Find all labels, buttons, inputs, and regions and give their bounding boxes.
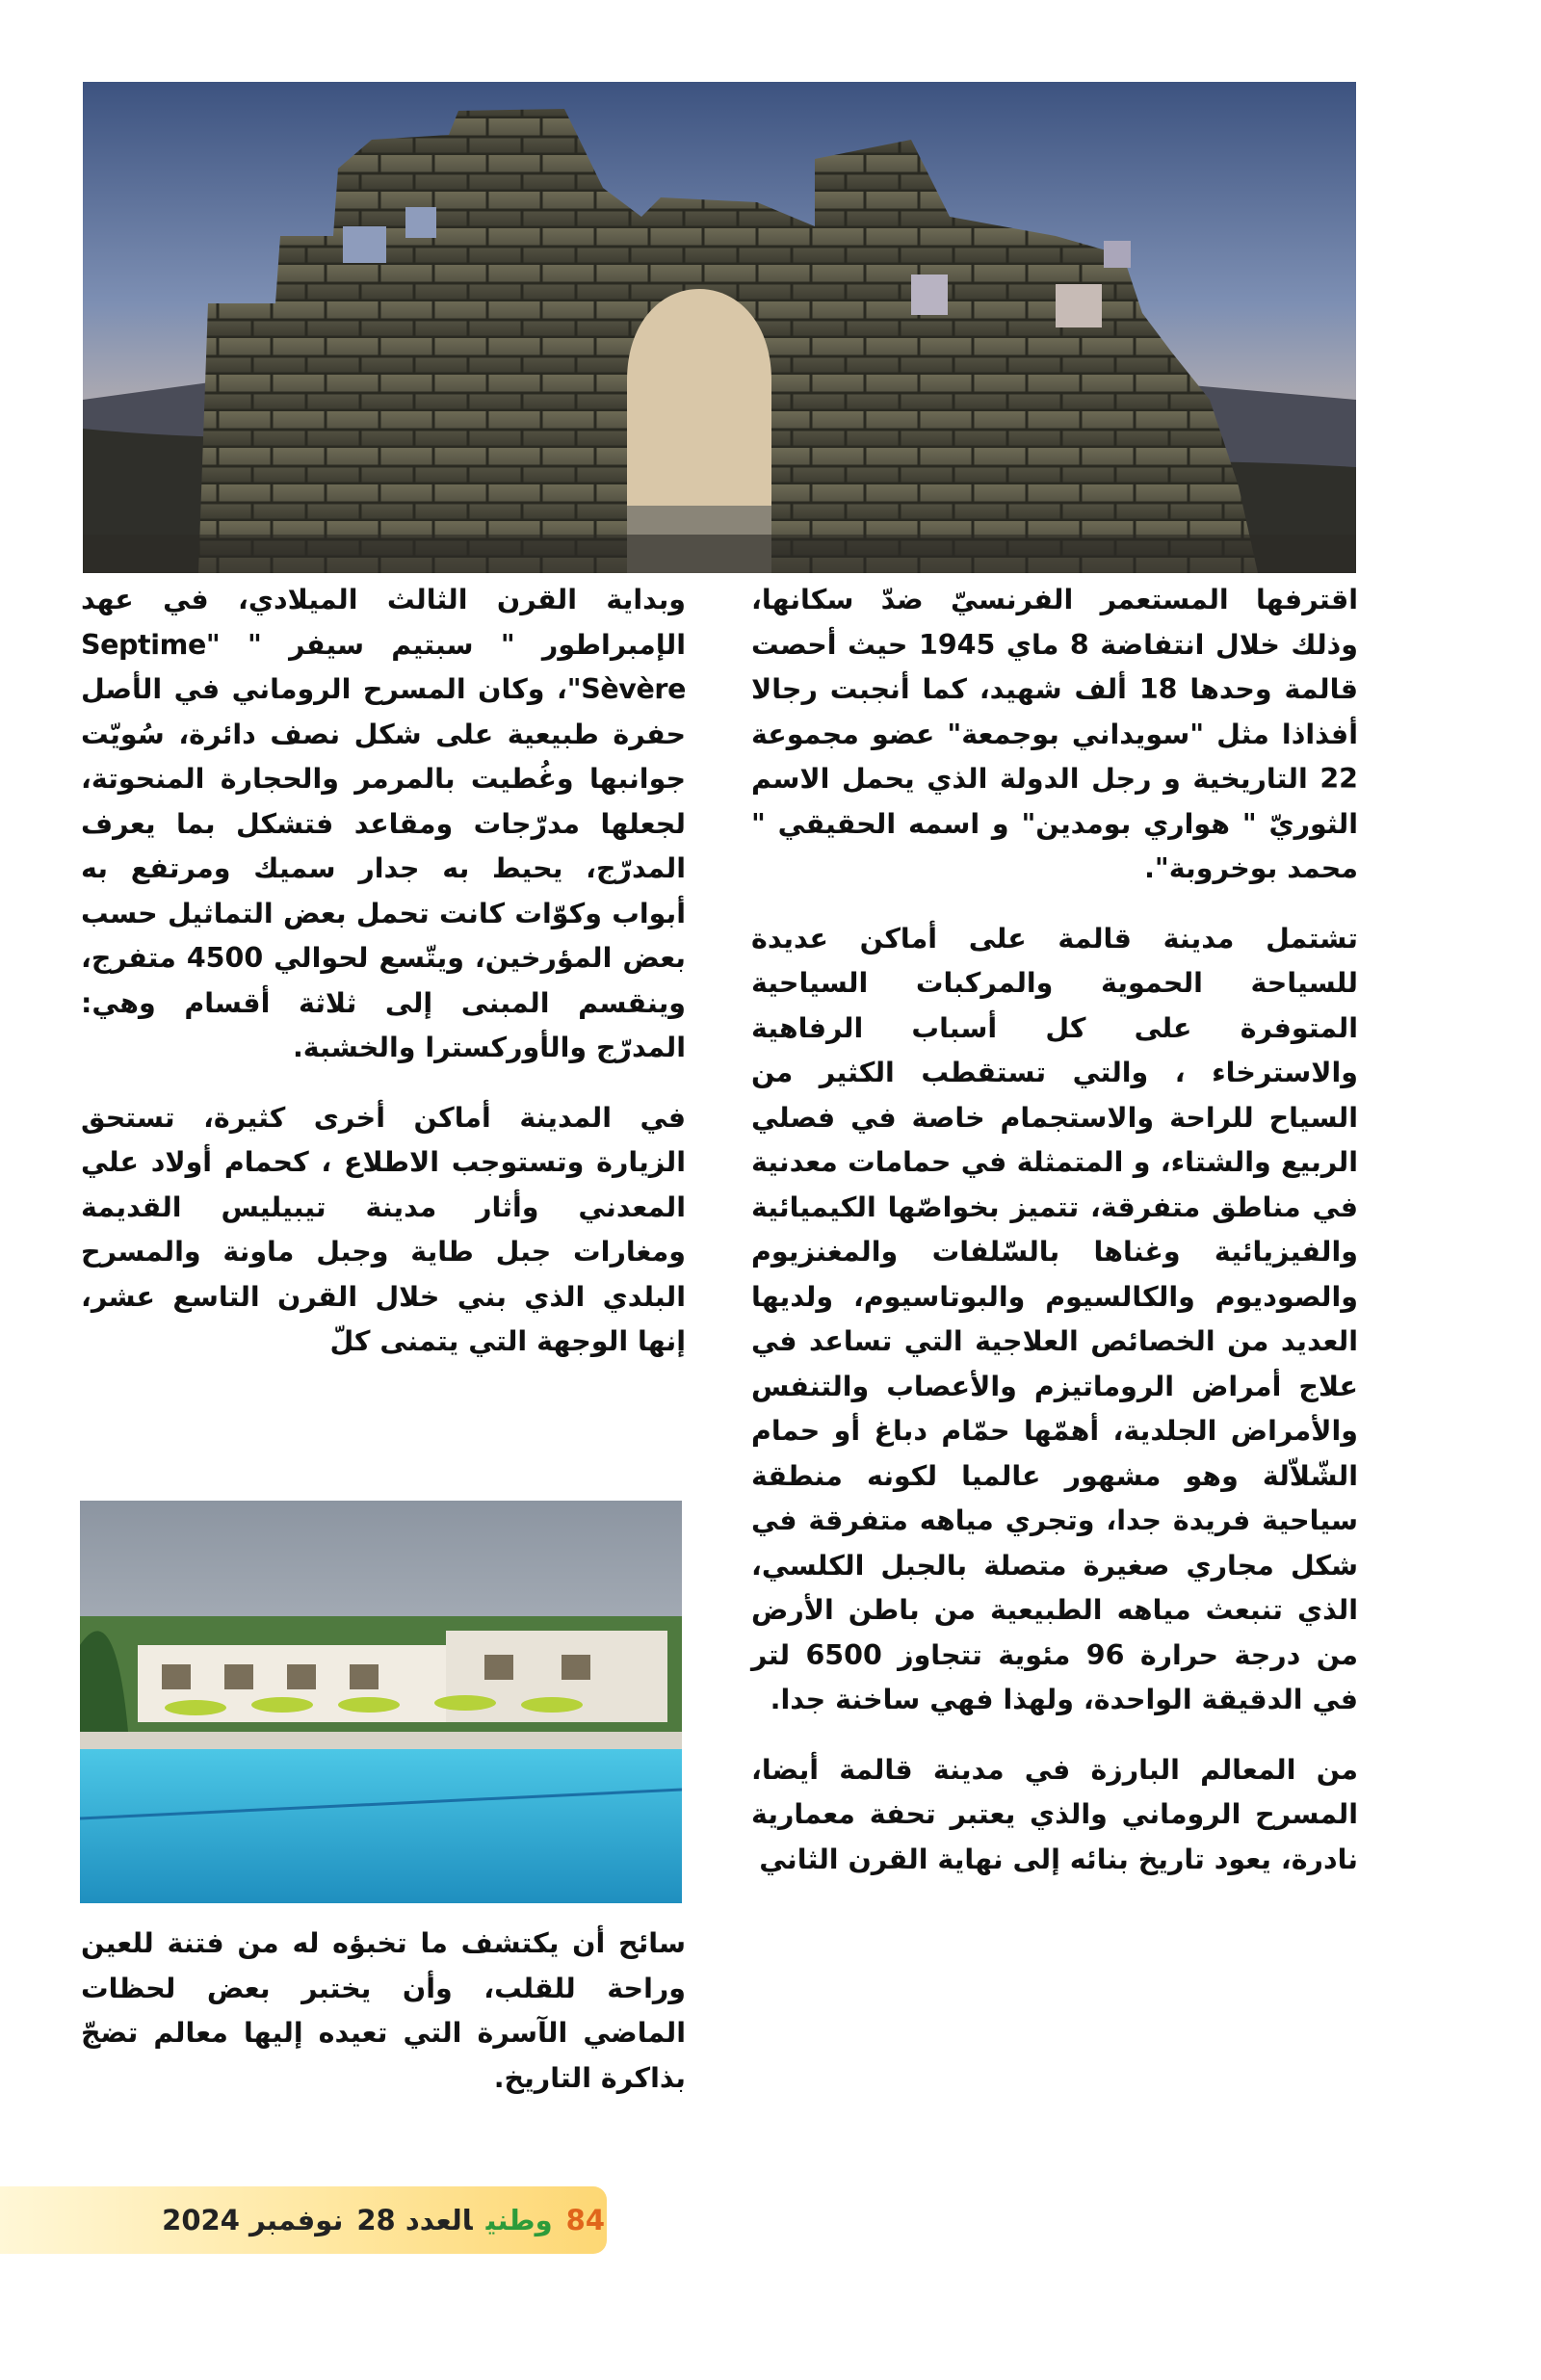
issue-date: نوفمبر 2024 — [162, 2204, 344, 2236]
paragraph: من المعالم البارزة في مدينة قالمة أيضا، المسرح الروماني والذي يعتبر تحفة معمارية نادرة، يعود تاريخ بنائه إلى نهاية القرن الثاني — [751, 1753, 1358, 1875]
page-number: 84 — [565, 2204, 605, 2236]
left-article-column — [81, 578, 686, 1390]
roman-ruins-photo — [83, 82, 1356, 573]
issue-label: العدد 28 — [356, 2204, 473, 2236]
left-article-column-continued — [81, 1922, 686, 2126]
footer-text — [148, 2204, 605, 2236]
paragraph: اقترفها المستعمر الفرنسيّ ضدّ سكانها، وذلك خلال انتفاضة 8 ماي 1945 حيث أحصت قالمة وحدها 18 ألف شهيد، كما أنجبت رجالا أفذاذا مثل "سويداني بوجمعة" عضو مجموعة 22 التاريخية و رجل الدولة الذي يحمل الاسم الثوريّ " هواري بومدين" و اسمه الحقيقي " محمد بوخروبة". — [751, 584, 1358, 884]
paragraph: في المدينة أماكن أخرى كثيرة، تستحق الزيارة وتستوجب الاطلاع ، كحمام أولاد علي المعدني وأثار مدينة تيبيليس القديمة ومغارات جبل طاية وجبل ماونة والمسرح البلدي الذي بني خلال القرن التاسع عشر، إنها الوجهة التي يتمنى كلّ — [81, 1101, 686, 1357]
magazine-brand: وطني — [485, 2204, 553, 2236]
hotel-pool-photo — [80, 1501, 682, 1903]
paragraph: سائح أن يكتشف ما تخبؤه له من فتنة للعين وراحة للقلب، وأن يختبر بعض لحظات الماضي الآسرة التي تعيده إليها معالم تضجّ بذاكرة التاريخ. — [81, 1927, 686, 2094]
paragraph: تشتمل مدينة قالمة على أماكن عديدة للسياحة الحموية والمركبات السياحية المتوفرة على كل أسباب الرفاهية والاسترخاء ، والتي تستقطب الكثير من السياح للراحة والاستجمام خاصة في فصلي الربيع والشتاء، و المتمثلة في حمامات معدنية في مناطق متفرقة، تتميز بخواصّها الكيميائية والفيزيائية وغناها بالسّلفات والمغنزيوم والصوديوم والكالسيوم والبوتاسيوم، ولديها العديد من الخصائص العلاجية التي تساعد في علاج أمراض الروماتيزم والأعصاب والتنفس والأمراض الجلدية، أهمّها حمّام دباغ أو حمام الشّلاّلة وهو مشهور عالميا لكونه منطقة سياحية فريدة جدا، وتجري مياهه متفرقة في شكل مجاري صغيرة متصلة بالجبل الكلسي، الذي تنبعث مياهه الطبيعية من باطن الأرض من درجة حرارة 96 مئوية تتجاوز 6500 لتر في الدقيقة الواحدة، ولهذا فهي ساخنة جدا. — [751, 922, 1358, 1715]
right-article-column — [751, 578, 1358, 1907]
page-footer — [0, 2186, 607, 2254]
paragraph: وبداية القرن الثالث الميلادي، في عهد الإمبراطور " سبتيم سيفر " "Septime Sèvère"، وكان المسرح الروماني في الأصل حفرة طبيعية على شكل نصف دائرة، سُويّت جوانبها وغُطيت بالمرمر والحجارة المنحوتة، لجعلها مدرّجات ومقاعد فتشكل بما يعرف المدرّج، يحيط به جدار سميك ومرتفع به أبواب وكوّات كانت تحمل بعض التماثيل حسب بعض المؤرخين، ويتّسع لحوالي 4500 متفرج، وينقسم المبنى إلى ثلاثة أقسام وهي: المدرّج والأوركسترا والخشبة. — [81, 584, 686, 1063]
